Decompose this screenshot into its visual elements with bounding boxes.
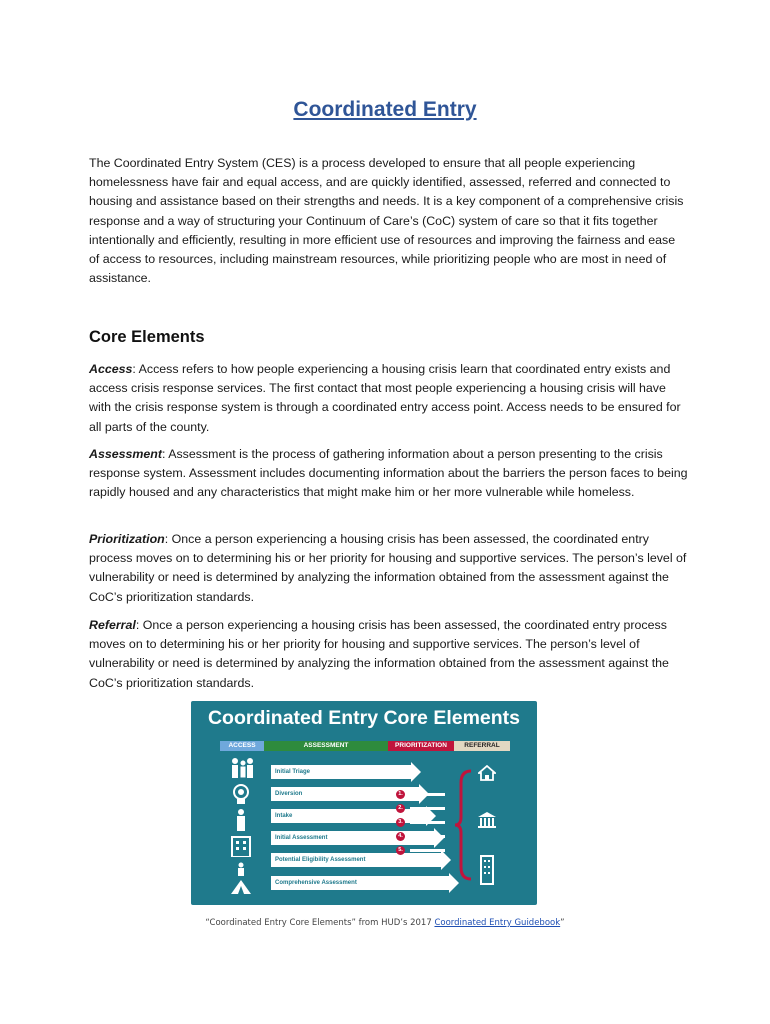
person-helmet-icon bbox=[232, 784, 250, 804]
tent-icon bbox=[230, 879, 252, 895]
phase-prioritization: PRIORITIZATION bbox=[388, 741, 454, 751]
prioritization-text: Once a person experiencing a housing crisis has been assessed, the coordinated entry process moves on to determining his or her priority for housing and supportive services. The person’s level of vulnerability or need is determined by analyzing the information obtained from the assessment against the CoC’s prioritization standards. bbox=[89, 532, 687, 604]
assessment-term: Assessment bbox=[89, 447, 163, 461]
person-icon bbox=[235, 809, 247, 831]
priority-number: 3. bbox=[396, 818, 405, 827]
step-intake: Intake bbox=[271, 809, 426, 823]
building-icon bbox=[231, 835, 251, 857]
assessment-paragraph: Assessment: Assessment is the process of gathering information about a person presenting to the crisis response system. Assessment includes documenting information about the barriers the person faces to being rapidly housed and any characteristics that might make him or her more vulnerable while homeless. bbox=[89, 447, 688, 500]
priority-line bbox=[410, 821, 445, 824]
referral-bracket bbox=[453, 769, 473, 881]
priority-number: 4. bbox=[396, 832, 405, 841]
figure-title: Coordinated Entry Core Elements bbox=[207, 707, 521, 729]
tower-building-icon bbox=[480, 855, 494, 885]
referral-term: Referral bbox=[89, 618, 136, 632]
house-icon bbox=[478, 765, 496, 781]
referral-paragraph: Referral: Once a person experiencing a housing crisis has been assessed, the coordinated entry process moves on to determining his or her priority for housing and supportive services. The person’s level of vulnerability or need is determined by analyzing the information obtained from the assessment against the CoC’s prioritization standards. bbox=[89, 618, 669, 690]
people-icon bbox=[229, 757, 255, 779]
priority-number: 2. bbox=[396, 804, 405, 813]
phase-access: ACCESS bbox=[220, 741, 264, 751]
intro-paragraph: The Coordinated Entry System (CES) is a process developed to ensure that all people experiencing homelessness have fair and equal access, and are quickly identified, assessed, referred and connected to housing and assistance based on their strengths and needs. It is a key component of a comprehensive crisis response and a way of structuring your Continuum of Care’s (CoC) system of care so that it fits together intentionally and efficiently, resulting in more efficient use of resources and improving the fairness and ease of access to resources, including mainstream resources, while prioritizing people who are most in need of assistance. bbox=[89, 156, 684, 286]
person-small-icon bbox=[236, 862, 246, 876]
core-elements-figure bbox=[191, 701, 537, 905]
step-initial-triage: Initial Triage bbox=[271, 765, 411, 779]
referral-text: Once a person experiencing a housing crisis has been assessed, the coordinated entry process moves on to determining his or her priority for housing and supportive services. The person’s level of vulnerability or need is determined by analyzing the information obtained from the assessment against the CoC’s prioritization standards. bbox=[89, 618, 669, 690]
phase-referral: REFERRAL bbox=[454, 741, 510, 751]
access-paragraph: Access: Access refers to how people experiencing a housing crisis learn that coordinated entry exists and access crisis response services. The first contact that most people experiencing a housing crisis will have with the crisis response system is through a coordinated entry access point. Access needs to be ensured for all parts of the county. bbox=[89, 362, 681, 434]
core-elements-heading: Core Elements bbox=[89, 328, 205, 346]
guidebook-link[interactable]: Coordinated Entry Guidebook bbox=[434, 918, 561, 928]
phase-assessment: ASSESSMENT bbox=[264, 741, 388, 751]
figure-caption: “Coordinated Entry Core Elements” from HUD’s 2017 Coordinated Entry Guidebook” bbox=[205, 918, 565, 928]
assessment-text: Assessment is the process of gathering information about a person presenting to the crisis response system. Assessment includes documenting information about the barriers the person faces to being rapidly housed and any characteristics that might make him or her more vulnerable while homeless. bbox=[89, 447, 688, 500]
priority-number: 1. bbox=[396, 790, 405, 799]
prioritization-term: Prioritization bbox=[89, 532, 165, 546]
priority-line bbox=[410, 793, 445, 796]
step-comprehensive-assessment: Comprehensive Assessment bbox=[271, 876, 449, 890]
institution-icon bbox=[477, 811, 497, 829]
priority-line bbox=[410, 835, 445, 838]
priority-number: 5. bbox=[396, 846, 405, 855]
step-potential-eligibility: Potential Eligibility Assessment bbox=[271, 853, 441, 867]
step-initial-assessment: Initial Assessment bbox=[271, 831, 434, 845]
priority-line bbox=[410, 849, 445, 852]
access-term: Access bbox=[89, 362, 133, 376]
prioritization-paragraph: Prioritization: Once a person experiencing a housing crisis has been assessed, the coordinated entry process moves on to determining his or her priority for housing and supportive services. The person’s level of vulnerability or need is determined by analyzing the information obtained from the assessment against the CoC’s prioritization standards. bbox=[89, 532, 687, 604]
priority-line bbox=[410, 807, 445, 810]
document-title: Coordinated Entry bbox=[293, 98, 477, 121]
step-diversion: Diversion bbox=[271, 787, 419, 801]
access-text: Access refers to how people experiencing a housing crisis learn that coordinated entry exists and access crisis response services. The first contact that most people experiencing a housing crisis will have with the crisis response system is through a coordinated entry access point. Access needs to be ensured for all parts of the county. bbox=[89, 362, 681, 434]
